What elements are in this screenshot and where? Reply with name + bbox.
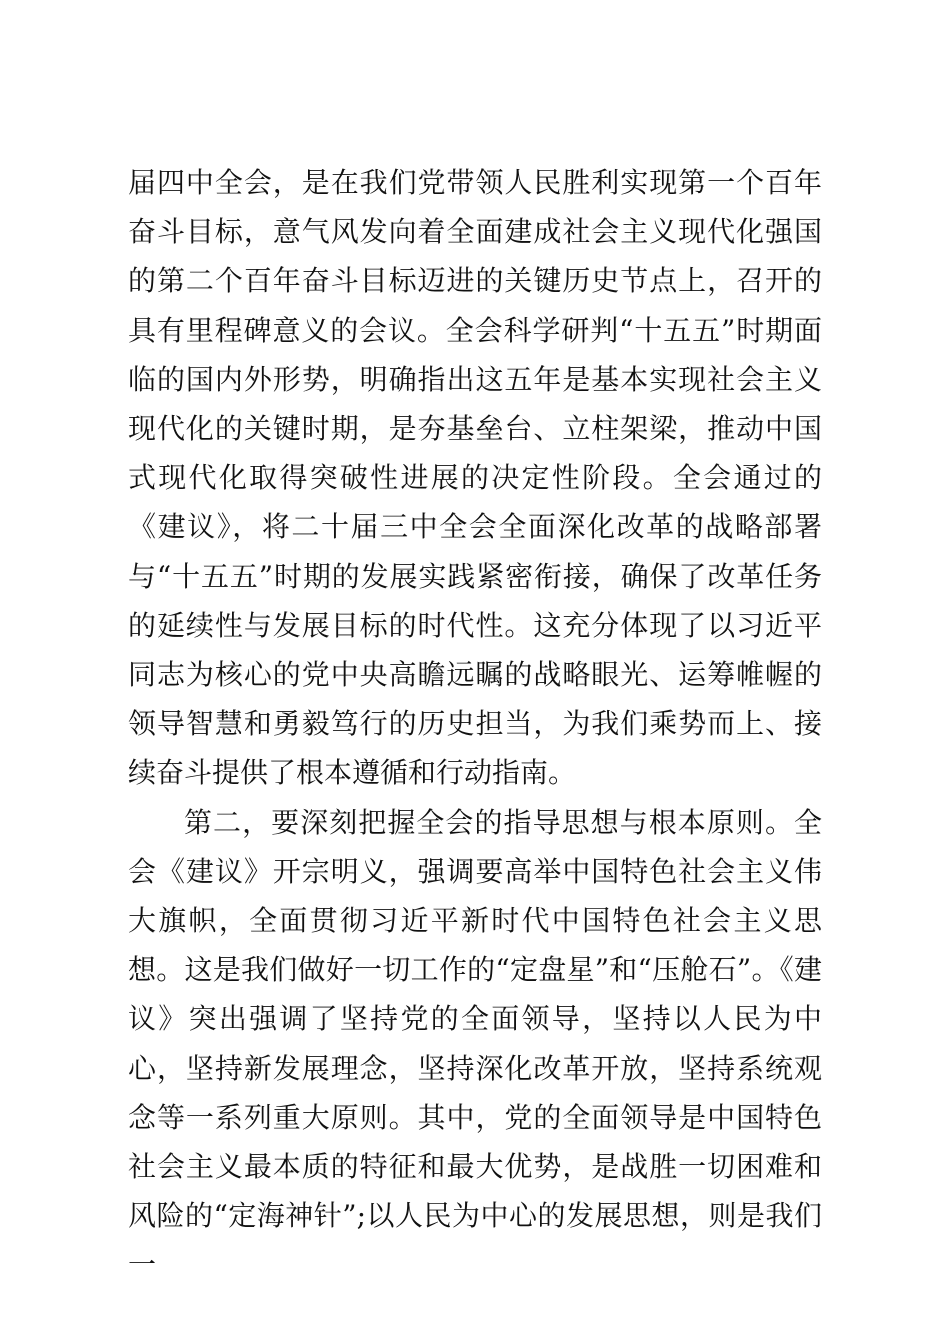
paragraph-second-point: 第二，要深刻把握全会的指导思想与根本原则。全会《建议》开宗明义，强调要高举中国特色社会主义伟大旗帜，全面贯彻习近平新时代中国特色社会主义思想。这是我们做好一切工作的“定盘星”和“压舱石”。《建议》突出强调了坚持党的全面领导，坚持以人民为中心，坚持新发展理念，坚持深化改革开放，坚持系统观念等一系列重大原则。其中，党的全面领导是中国特色社会主义最本质的特征和最大优势，是战胜一切困难和风险的“定海神针”;以人民为中心的发展思想，则是我们一: [128, 805, 822, 1282]
document-body: [128, 158, 822, 1290]
paragraph-continuation: 届四中全会，是在我们党带领人民胜利实现第一个百年奋斗目标，意气风发向着全面建成社会主义现代化强国的第二个百年奋斗目标迈进的关键历史节点上，召开的具有里程碑意义的会议。全会科学研判“十五五”时期面临的国内外形势，明确指出这五年是基本实现社会主义现代化的关键时期，是夯基垒台、立柱架梁，推动中国式现代化取得突破性进展的决定性阶段。全会通过的《建议》，将二十届三中全会全面深化改革的战略部署与“十五五”时期的发展实践紧密衔接，确保了改革任务的延续性与发展目标的时代性。这充分体现了以习近平同志为核心的党中央高瞻远瞩的战略眼光、运筹帷幄的领导智慧和勇毅笃行的历史担当，为我们乘势而上、接续奋斗提供了根本遵循和行动指南。: [128, 166, 822, 790]
